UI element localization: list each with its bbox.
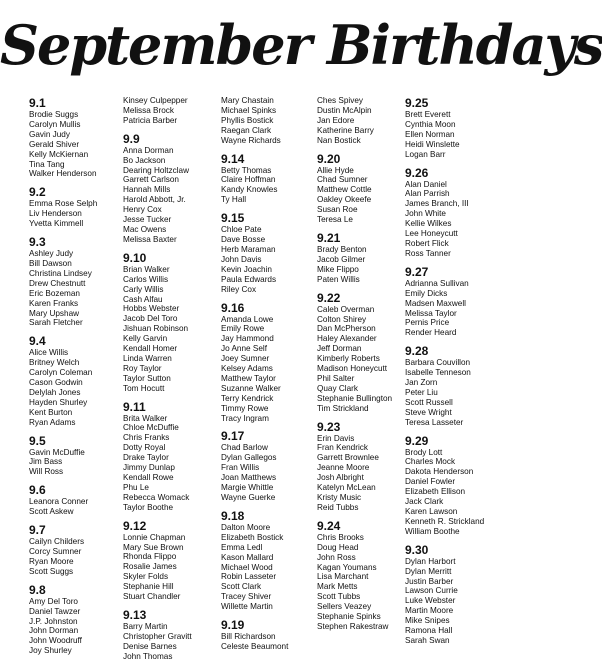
birthday-name: Dylan Merritt xyxy=(405,566,452,576)
date-heading: 9.22 xyxy=(317,290,341,305)
birthday-name: Josh Albright xyxy=(317,473,364,483)
birthday-name: Dylan Harbort xyxy=(405,556,456,566)
birthday-name: Bill Richardson xyxy=(221,632,276,642)
birthday-name: Scott Tubbs xyxy=(317,592,361,602)
date-group xyxy=(29,434,123,478)
birthday-name: Melissa Baxter xyxy=(123,234,177,244)
birthday-column-3 xyxy=(221,96,317,651)
birthday-name: Brita Walker xyxy=(123,413,168,423)
birthday-name: Rosalie James xyxy=(123,562,177,572)
birthday-name: Kristy Music xyxy=(317,493,362,502)
birthday-name: Mike Snipes xyxy=(405,616,450,626)
date-heading: 9.30 xyxy=(405,542,429,557)
date-group xyxy=(317,96,405,146)
birthday-name: John Davis xyxy=(221,254,262,264)
birthday-name: Dakota Henderson xyxy=(405,467,474,477)
birthday-name: Fran Kendrick xyxy=(317,443,368,453)
birthday-name: Erin Davis xyxy=(317,433,355,443)
date-group xyxy=(29,483,123,517)
birthday-name: Jack Clark xyxy=(405,497,444,507)
birthday-name: John Thomas xyxy=(123,651,173,661)
birthday-name: John Woodruff xyxy=(29,636,82,646)
birthday-name: Katelyn McLean xyxy=(317,483,376,493)
birthday-name: Emily Dicks xyxy=(405,288,448,298)
birthday-name: Brodie Suggs xyxy=(29,110,79,119)
date-heading: 9.4 xyxy=(29,334,46,349)
birthday-name: Chloe McDuffie xyxy=(123,423,179,433)
birthday-name: Amy Del Toro xyxy=(29,596,78,606)
birthday-name: Kent Burton xyxy=(29,407,73,417)
birthday-name: Martin Moore xyxy=(405,606,454,616)
birthday-name: Kinsey Culpepper xyxy=(123,96,188,105)
birthday-name: Jeanne Moore xyxy=(317,463,370,473)
date-heading: 9.16 xyxy=(221,300,245,315)
birthday-name: Jacob Gilmer xyxy=(317,254,366,264)
date-group xyxy=(221,301,317,424)
birthday-name: Celeste Beaumont xyxy=(221,641,289,651)
birthday-name: Chris Franks xyxy=(123,433,170,443)
birthday-column-1 xyxy=(29,96,123,656)
date-heading: 9.23 xyxy=(317,419,341,434)
date-group xyxy=(221,96,317,146)
birthday-name: Robert Flick xyxy=(405,238,449,248)
birthday-name: Ty Hall xyxy=(221,195,247,205)
birthday-name: Christina Lindsey xyxy=(29,268,92,278)
birthday-name: Mac Owens xyxy=(123,224,167,234)
date-heading: 9.26 xyxy=(405,165,429,180)
birthday-name: Anna Dorman xyxy=(123,145,174,155)
date-heading: 9.8 xyxy=(29,582,46,597)
date-heading: 9.17 xyxy=(221,429,245,444)
birthday-name: Caleb Overman xyxy=(317,304,375,314)
birthday-name: Jesse Tucker xyxy=(123,215,172,225)
birthday-name: Jan Edore xyxy=(317,115,355,125)
birthday-name: Kenneth R. Strickland xyxy=(405,516,485,526)
birthday-name: Matthew Cottle xyxy=(317,185,372,195)
date-group xyxy=(405,166,497,259)
birthday-name: Ryan Moore xyxy=(29,556,74,566)
birthday-name: Emma Ledl xyxy=(221,542,263,552)
birthday-name: Phil Salter xyxy=(317,373,355,383)
birthday-name: Taylor Boothe xyxy=(123,502,174,512)
date-group xyxy=(317,519,405,632)
date-heading: 9.10 xyxy=(123,250,147,265)
birthday-name: Rhonda Flippo xyxy=(123,552,177,562)
birthday-name: Raegan Clark xyxy=(221,125,272,135)
birthday-name: Mike Flippo xyxy=(317,264,359,274)
birthday-name: Teresa Le xyxy=(317,215,353,225)
birthday-name: Kason Mallard xyxy=(221,552,274,562)
birthday-name: Jacob Del Toro xyxy=(123,314,178,324)
birthday-name: Hannah Mills xyxy=(123,185,171,195)
birthday-name: Liv Henderson xyxy=(29,209,82,219)
birthday-name: Brady Benton xyxy=(317,244,367,254)
birthday-name: Robin Lasseter xyxy=(221,572,277,582)
birthday-name: Cash Alfau xyxy=(123,294,163,304)
birthday-name: Stephanie Spinks xyxy=(317,612,381,622)
birthday-name: Heidi Winslette xyxy=(405,139,460,149)
date-group xyxy=(405,344,497,427)
date-heading: 9.24 xyxy=(317,518,341,533)
birthday-name: Linda Warren xyxy=(123,353,172,363)
birthday-name: Madsen Maxwell xyxy=(405,298,466,308)
date-group xyxy=(317,291,405,414)
date-heading: 9.20 xyxy=(317,151,341,166)
birthday-name: Melissa Taylor xyxy=(405,308,457,318)
birthday-name: Dustin McAlpin xyxy=(317,105,372,115)
birthday-name: Garrett Carlson xyxy=(123,175,179,185)
birthday-name: Adrianna Sullivan xyxy=(405,278,469,288)
birthday-name: Yvetta Kimmell xyxy=(29,219,84,229)
birthday-name: Daniel Fowler xyxy=(405,477,456,487)
date-group xyxy=(317,152,405,225)
birthday-name: Drew Chestnutt xyxy=(29,278,86,288)
date-group xyxy=(123,96,221,126)
birthday-name: Harold Abbott, Jr. xyxy=(123,195,186,205)
birthday-name: Dylan Gallegos xyxy=(221,453,277,463)
birthday-name: James Branch, III xyxy=(405,199,469,209)
birthday-name: John Dorman xyxy=(29,626,79,636)
birthday-name: Kandy Knowles xyxy=(221,185,278,195)
date-group xyxy=(123,608,221,662)
birthday-name: Stephanie Bullington xyxy=(317,393,393,403)
date-heading: 9.6 xyxy=(29,483,46,498)
birthday-name: Tim Strickland xyxy=(317,403,369,413)
date-heading: 9.18 xyxy=(221,508,245,523)
birthday-name: Dearing Holtzclaw xyxy=(123,165,189,175)
date-group xyxy=(221,152,317,206)
birthday-name: Dave Bosse xyxy=(221,235,266,245)
birthday-name: Kimberly Roberts xyxy=(317,354,380,364)
birthday-name: Alan Daniel xyxy=(405,179,447,189)
date-heading: 9.27 xyxy=(405,264,429,279)
birthday-name: Ches Spivey xyxy=(317,96,363,105)
birthday-name: Steve Wright xyxy=(405,407,452,417)
birthday-name: Joey Sumner xyxy=(221,354,270,364)
birthday-name: Ross Tanner xyxy=(405,248,451,258)
birthday-name: Kellie Wilkes xyxy=(405,219,452,229)
birthday-name: Justin Barber xyxy=(405,576,454,586)
birthday-name: Henry Cox xyxy=(123,205,162,215)
birthday-name: Karen Franks xyxy=(29,298,79,308)
birthday-name: Jimmy Dunlap xyxy=(123,463,175,473)
birthday-name: Alice Willis xyxy=(29,348,69,358)
birthday-name: Chris Brooks xyxy=(317,532,364,542)
birthday-name: Wayne Richards xyxy=(221,135,281,145)
birthday-name: Doug Head xyxy=(317,542,359,552)
birthday-name: Oakley Okeefe xyxy=(317,195,372,205)
date-heading: 9.28 xyxy=(405,344,429,359)
birthday-name: Sellers Veazey xyxy=(317,602,372,612)
birthday-name: Britney Welch xyxy=(29,358,80,368)
birthday-name: Emma Rose Selph xyxy=(29,199,98,209)
birthday-name: Cynthia Moon xyxy=(405,119,456,129)
date-group xyxy=(405,96,497,160)
birthday-name: Joy Shurley xyxy=(29,646,72,656)
birthday-name: Carlos Willis xyxy=(123,274,169,284)
birthday-name: Hayden Shurley xyxy=(29,397,88,407)
birthday-name: Hobbs Webster xyxy=(123,304,180,314)
birthday-name: Carly Willis xyxy=(123,284,164,294)
birthday-name: John White xyxy=(405,209,446,219)
birthday-name: John Ross xyxy=(317,552,356,562)
date-group xyxy=(221,211,317,294)
birthday-name: Mary Chastain xyxy=(221,96,274,105)
date-group xyxy=(221,618,317,652)
birthday-name: Teresa Lasseter xyxy=(405,417,464,427)
date-heading: 9.29 xyxy=(405,433,429,448)
birthday-name: Barbara Couvillon xyxy=(405,358,471,368)
birthday-name: Quay Clark xyxy=(317,383,358,393)
birthday-name: Karen Lawson xyxy=(405,507,458,516)
date-group xyxy=(29,235,123,328)
birthday-name: Fran Willis xyxy=(221,463,260,473)
birthday-name: Tracey Shiver xyxy=(221,592,272,602)
birthday-name: Daniel Tawzer xyxy=(29,606,81,616)
birthday-name: Wayne Guerke xyxy=(221,493,276,502)
birthday-name: Suzanne Walker xyxy=(221,383,281,393)
birthday-name: Kendall Homer xyxy=(123,344,178,354)
date-group xyxy=(317,420,405,513)
date-heading: 9.9 xyxy=(123,131,140,146)
birthday-name: Katherine Barry xyxy=(317,125,374,135)
birthday-name: Susan Roe xyxy=(317,205,358,215)
birthday-name: Mark Metts xyxy=(317,582,358,592)
birthday-name: Michael Wood xyxy=(221,562,273,572)
birthday-name: Delylah Jones xyxy=(29,387,81,397)
birthday-name: Will Ross xyxy=(29,467,64,477)
birthday-name: Ramona Hall xyxy=(405,626,453,636)
date-heading: 9.15 xyxy=(221,211,245,226)
birthday-name: Kevin Joachin xyxy=(221,264,272,274)
birthday-name: Haley Alexander xyxy=(317,334,377,344)
birthday-name: Tracy Ingram xyxy=(221,413,269,423)
birthday-name: Willette Martin xyxy=(221,602,273,612)
birthday-name: Scott Askew xyxy=(29,507,74,517)
birthday-name: Nan Bostick xyxy=(317,135,361,145)
birthday-name: Betty Thomas xyxy=(221,165,272,175)
birthday-name: Scott Russell xyxy=(405,397,453,407)
birthday-name: Brett Everett xyxy=(405,110,451,119)
birthday-name: Cason Godwin xyxy=(29,378,83,388)
date-heading: 9.19 xyxy=(221,618,245,633)
birthday-name: Render Heard xyxy=(405,328,457,338)
birthday-name: Herb Maraman xyxy=(221,244,276,254)
birthday-name: Allie Hyde xyxy=(317,165,354,175)
birthday-name: Lisa Marchant xyxy=(317,572,369,582)
date-group xyxy=(405,265,497,338)
date-group xyxy=(29,185,123,229)
birthday-name: Taylor Sutton xyxy=(123,373,171,383)
birthday-name: Colton Shirey xyxy=(317,314,367,324)
birthday-name: Chloe Pate xyxy=(221,225,262,235)
birthday-name: Christopher Gravitt xyxy=(123,631,192,641)
birthday-name: Michael Spinks xyxy=(221,105,277,115)
date-heading: 9.1 xyxy=(29,96,46,110)
birthday-name: Paula Edwards xyxy=(221,274,277,284)
birthday-name: Patricia Barber xyxy=(123,115,178,125)
birthday-name: Tom Hocutt xyxy=(123,383,165,393)
birthday-name: Carolyn Coleman xyxy=(29,368,93,378)
birthday-name: Charles Mock xyxy=(405,457,456,467)
birthday-name: Dotty Royal xyxy=(123,443,166,453)
date-group xyxy=(123,519,221,602)
birthday-name: Riley Cox xyxy=(221,284,257,294)
birthday-name: Brian Walker xyxy=(123,264,170,274)
birthday-name: Joan Matthews xyxy=(221,473,277,483)
birthday-columns xyxy=(29,96,497,661)
date-heading: 9.3 xyxy=(29,235,46,250)
birthday-name: Terry Kendrick xyxy=(221,393,274,403)
date-heading: 9.11 xyxy=(123,399,146,414)
date-group xyxy=(123,132,221,245)
birthday-name: Sarah Swan xyxy=(405,635,450,645)
birthday-name: Leanora Conner xyxy=(29,497,89,507)
birthday-name: Chad Sumner xyxy=(317,175,368,185)
birthday-name: Phu Le xyxy=(123,482,149,492)
date-group xyxy=(29,334,123,427)
birthday-name: Jay Hammond xyxy=(221,334,274,344)
birthday-name: Elizabeth Bostick xyxy=(221,532,284,542)
date-heading: 9.12 xyxy=(123,518,147,533)
date-heading: 9.5 xyxy=(29,433,46,448)
birthday-name: Stephanie Hill xyxy=(123,582,174,592)
date-group xyxy=(221,509,317,612)
birthday-name: Tina Tang xyxy=(29,159,65,169)
date-group xyxy=(29,523,123,577)
birthday-name: Dalton Moore xyxy=(221,522,271,532)
birthday-name: Gavin McDuffie xyxy=(29,447,85,457)
birthday-name: Kendall Rowe xyxy=(123,473,174,482)
birthday-name: Isabelle Tenneson xyxy=(405,368,471,378)
birthday-name: J.P. Johnston xyxy=(29,616,78,626)
date-group xyxy=(405,543,497,646)
birthday-name: Stephen Rakestraw xyxy=(317,621,389,631)
birthday-name: Barry Martin xyxy=(123,621,168,631)
birthday-name: Reid Tubbs xyxy=(317,502,359,512)
date-group xyxy=(405,434,497,537)
birthday-name: Gavin Judy xyxy=(29,129,70,139)
birthday-name: Elizabeth Ellison xyxy=(405,487,466,497)
birthday-name: Matthew Taylor xyxy=(221,373,276,383)
birthday-name: Lawson Currie xyxy=(405,586,458,596)
birthday-name: Logan Barr xyxy=(405,149,446,159)
birthday-name: Jan Zorn xyxy=(405,378,438,388)
birthday-name: Ashley Judy xyxy=(29,249,74,259)
birthday-name: Claire Hoffman xyxy=(221,175,276,185)
page-title: September Birthdays xyxy=(0,13,602,77)
birthday-name: Emily Rowe xyxy=(221,324,265,334)
birthday-name: Dan McPherson xyxy=(317,324,376,334)
birthday-column-5 xyxy=(405,96,497,644)
birthday-name: Sarah Fletcher xyxy=(29,318,83,328)
birthday-name: Kagan Youmans xyxy=(317,562,377,572)
birthday-name: Brody Lott xyxy=(405,447,443,457)
birthday-name: Kelly McKiernan xyxy=(29,149,89,159)
birthday-name: Kelsey Adams xyxy=(221,364,273,374)
birthday-name: Mary Upshaw xyxy=(29,308,80,318)
date-group xyxy=(29,583,123,656)
birthday-name: Peter Liu xyxy=(405,387,438,397)
date-heading: 9.7 xyxy=(29,523,46,538)
birthday-name: Stuart Chandler xyxy=(123,592,181,602)
birthday-name: Denise Barnes xyxy=(123,641,177,651)
birthday-name: Jishuan Robinson xyxy=(123,324,189,334)
birthday-name: Walker Henderson xyxy=(29,169,97,179)
birthday-name: Bo Jackson xyxy=(123,155,166,165)
birthday-name: Drake Taylor xyxy=(123,453,169,463)
birthday-name: Bill Dawson xyxy=(29,258,72,268)
date-heading: 9.2 xyxy=(29,185,46,200)
date-heading: 9.21 xyxy=(317,230,341,245)
birthday-name: Skyler Folds xyxy=(123,572,169,582)
birthday-name: Pernis Price xyxy=(405,318,450,328)
birthday-name: Scott Clark xyxy=(221,582,262,592)
birthday-name: Margie Whittle xyxy=(221,483,274,493)
birthday-name: Luke Webster xyxy=(405,596,456,606)
birthday-name: Melissa Brock xyxy=(123,105,174,115)
birthday-name: Garrett Brownlee xyxy=(317,453,379,463)
birthday-name: Eric Bozeman xyxy=(29,288,80,298)
birthday-name: Ryan Adams xyxy=(29,417,76,427)
birthday-name: Jo Anne Self xyxy=(221,344,267,354)
date-heading: 9.25 xyxy=(405,96,429,110)
date-group xyxy=(123,251,221,394)
birthday-name: Scott Suggs xyxy=(29,566,74,576)
birthday-name: Timmy Rowe xyxy=(221,403,269,413)
birthday-name: Gerald Shiver xyxy=(29,139,80,149)
birthday-name: Lonnie Chapman xyxy=(123,532,186,542)
birthday-name: Jim Bass xyxy=(29,457,63,467)
date-group xyxy=(29,96,123,179)
date-group xyxy=(221,429,317,502)
birthday-name: Alan Parrish xyxy=(405,189,450,199)
birthday-column-2 xyxy=(123,96,221,661)
birthday-column-4 xyxy=(317,96,405,644)
date-heading: 9.13 xyxy=(123,607,147,622)
birthday-name: William Boothe xyxy=(405,526,460,536)
birthday-name: Amanda Lowe xyxy=(221,314,274,324)
birthday-name: Mary Sue Brown xyxy=(123,542,184,552)
birthday-name: Chad Barlow xyxy=(221,443,268,453)
birthday-name: Rebecca Womack xyxy=(123,492,190,502)
date-group xyxy=(123,400,221,513)
birthday-name: Ellen Norman xyxy=(405,129,455,139)
birthday-name: Carolyn Mullis xyxy=(29,119,81,129)
birthday-name: Paten Willis xyxy=(317,274,360,284)
birthday-name: Cailyn Childers xyxy=(29,537,85,547)
birthday-name: Corcy Sumner xyxy=(29,547,82,556)
birthday-name: Jeff Dorman xyxy=(317,344,362,354)
birthday-name: Phyllis Bostick xyxy=(221,115,274,125)
date-group xyxy=(317,231,405,285)
date-heading: 9.14 xyxy=(221,151,245,166)
birthday-name: Lee Honeycutt xyxy=(405,229,458,239)
birthday-name: Roy Taylor xyxy=(123,363,162,373)
birthday-name: Madison Honeycutt xyxy=(317,364,388,374)
birthday-name: Kelly Garvin xyxy=(123,334,168,344)
